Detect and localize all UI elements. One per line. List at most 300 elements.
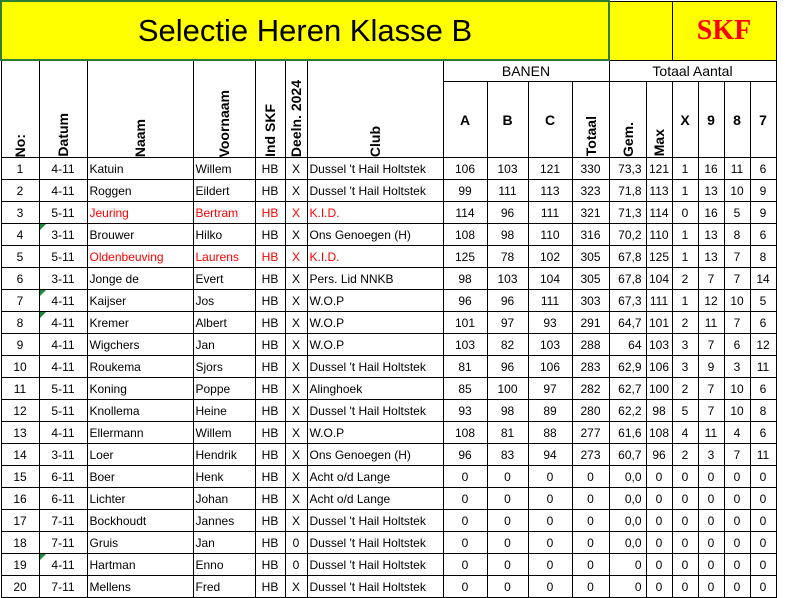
cell-a[interactable]: 96 — [443, 444, 487, 466]
cell-no[interactable]: 15 — [1, 466, 39, 488]
cell-naam[interactable]: Oldenbeuving — [87, 246, 193, 268]
cell-n7[interactable]: 6 — [750, 224, 776, 246]
cell-gem[interactable]: 62,2 — [609, 400, 646, 422]
cell-deeln[interactable]: X — [285, 400, 307, 422]
cell-c[interactable]: 0 — [528, 576, 572, 598]
cell-n9[interactable]: 0 — [698, 466, 724, 488]
cell-n9[interactable]: 13 — [698, 180, 724, 202]
header-b[interactable]: B — [487, 82, 528, 158]
cell-no[interactable]: 11 — [1, 378, 39, 400]
cell-club[interactable]: Ons Genoegen (H) — [307, 224, 443, 246]
cell-club[interactable]: Pers. Lid NNKB — [307, 268, 443, 290]
cell-totaal[interactable]: 305 — [572, 246, 609, 268]
cell-ind[interactable]: HB — [255, 554, 285, 576]
cell-naam[interactable]: Kaijser — [87, 290, 193, 312]
cell-a[interactable]: 101 — [443, 312, 487, 334]
cell-deeln[interactable]: X — [285, 356, 307, 378]
cell-max[interactable]: 101 — [646, 312, 672, 334]
header-totaal[interactable]: Totaal — [572, 82, 609, 158]
header-max[interactable]: Max — [646, 82, 672, 158]
header-a[interactable]: A — [443, 82, 487, 158]
cell-ind[interactable]: HB — [255, 444, 285, 466]
cell-n7[interactable]: 0 — [750, 488, 776, 510]
cell-a[interactable]: 96 — [443, 290, 487, 312]
cell-n7[interactable]: 6 — [750, 312, 776, 334]
cell-n9[interactable]: 13 — [698, 224, 724, 246]
cell-voornaam[interactable]: Jan — [193, 334, 255, 356]
cell-b[interactable]: 96 — [487, 356, 528, 378]
cell-gem[interactable]: 62,9 — [609, 356, 646, 378]
cell-n8[interactable]: 7 — [724, 444, 750, 466]
cell-gem[interactable]: 64,7 — [609, 312, 646, 334]
header-7[interactable]: 7 — [750, 82, 776, 158]
cell-n8[interactable]: 0 — [724, 466, 750, 488]
cell-voornaam[interactable]: Jan — [193, 532, 255, 554]
cell-x[interactable]: 2 — [672, 268, 698, 290]
cell-deeln[interactable]: X — [285, 576, 307, 598]
cell-n7[interactable]: 6 — [750, 378, 776, 400]
cell-ind[interactable]: HB — [255, 158, 285, 180]
cell-deeln[interactable]: X — [285, 488, 307, 510]
cell-max[interactable]: 98 — [646, 400, 672, 422]
cell-n9[interactable]: 16 — [698, 202, 724, 224]
cell-b[interactable]: 100 — [487, 378, 528, 400]
cell-c[interactable]: 103 — [528, 334, 572, 356]
cell-totaal[interactable]: 283 — [572, 356, 609, 378]
cell-ind[interactable]: HB — [255, 378, 285, 400]
cell-n8[interactable]: 10 — [724, 378, 750, 400]
cell-naam[interactable]: Wigchers — [87, 334, 193, 356]
cell-no[interactable]: 19 — [1, 554, 39, 576]
cell-voornaam[interactable]: Eildert — [193, 180, 255, 202]
cell-totaal[interactable]: 280 — [572, 400, 609, 422]
cell-c[interactable]: 110 — [528, 224, 572, 246]
cell-max[interactable]: 0 — [646, 532, 672, 554]
cell-datum[interactable]: 4-11 — [39, 180, 87, 202]
cell-deeln[interactable]: X — [285, 378, 307, 400]
header-c[interactable]: C — [528, 82, 572, 158]
cell-gem[interactable]: 0 — [609, 554, 646, 576]
cell-datum[interactable]: 6-11 — [39, 466, 87, 488]
cell-deeln[interactable]: X — [285, 444, 307, 466]
cell-club[interactable]: W.O.P — [307, 422, 443, 444]
cell-naam[interactable]: Lichter — [87, 488, 193, 510]
cell-x[interactable]: 2 — [672, 312, 698, 334]
cell-x[interactable]: 3 — [672, 356, 698, 378]
cell-no[interactable]: 3 — [1, 202, 39, 224]
cell-totaal[interactable]: 282 — [572, 378, 609, 400]
cell-gem[interactable]: 0,0 — [609, 466, 646, 488]
cell-voornaam[interactable]: Laurens — [193, 246, 255, 268]
cell-max[interactable]: 96 — [646, 444, 672, 466]
cell-c[interactable]: 0 — [528, 510, 572, 532]
cell-c[interactable]: 111 — [528, 290, 572, 312]
cell-naam[interactable]: Kremer — [87, 312, 193, 334]
cell-totaal[interactable]: 0 — [572, 488, 609, 510]
cell-n8[interactable]: 6 — [724, 334, 750, 356]
cell-a[interactable]: 99 — [443, 180, 487, 202]
cell-totaal[interactable]: 330 — [572, 158, 609, 180]
cell-voornaam[interactable]: Willem — [193, 158, 255, 180]
cell-no[interactable]: 16 — [1, 488, 39, 510]
header-gem[interactable]: Gem. — [609, 82, 646, 158]
cell-max[interactable]: 0 — [646, 488, 672, 510]
cell-club[interactable]: W.O.P — [307, 290, 443, 312]
cell-n9[interactable]: 16 — [698, 158, 724, 180]
sheet-title[interactable]: Selectie Heren Klasse B — [1, 1, 609, 60]
cell-n9[interactable]: 11 — [698, 312, 724, 334]
cell-totaal[interactable]: 303 — [572, 290, 609, 312]
cell-max[interactable]: 0 — [646, 466, 672, 488]
cell-ind[interactable]: HB — [255, 422, 285, 444]
cell-club[interactable]: W.O.P — [307, 334, 443, 356]
cell-naam[interactable]: Knollema — [87, 400, 193, 422]
cell-club[interactable]: Acht o/d Lange — [307, 466, 443, 488]
cell-b[interactable]: 103 — [487, 158, 528, 180]
cell-a[interactable]: 0 — [443, 532, 487, 554]
cell-n9[interactable]: 12 — [698, 290, 724, 312]
cell-gem[interactable]: 60,7 — [609, 444, 646, 466]
cell-a[interactable]: 0 — [443, 554, 487, 576]
cell-n7[interactable]: 8 — [750, 400, 776, 422]
cell-no[interactable]: 5 — [1, 246, 39, 268]
cell-n8[interactable]: 0 — [724, 488, 750, 510]
cell-ind[interactable]: HB — [255, 290, 285, 312]
cell-max[interactable]: 0 — [646, 554, 672, 576]
cell-deeln[interactable]: 0 — [285, 554, 307, 576]
cell-voornaam[interactable]: Bertram — [193, 202, 255, 224]
cell-deeln[interactable]: X — [285, 510, 307, 532]
cell-ind[interactable]: HB — [255, 356, 285, 378]
cell-n7[interactable]: 0 — [750, 466, 776, 488]
cell-gem[interactable]: 0 — [609, 576, 646, 598]
cell-datum[interactable]: 5-11 — [39, 202, 87, 224]
cell-x[interactable]: 3 — [672, 334, 698, 356]
cell-deeln[interactable]: X — [285, 246, 307, 268]
cell-no[interactable]: 6 — [1, 268, 39, 290]
cell-club[interactable]: Dussel 't Hail Holtstek — [307, 510, 443, 532]
cell-naam[interactable]: Koning — [87, 378, 193, 400]
cell-x[interactable]: 1 — [672, 158, 698, 180]
cell-voornaam[interactable]: Henk — [193, 466, 255, 488]
cell-voornaam[interactable]: Hendrik — [193, 444, 255, 466]
cell-datum[interactable]: 4-11 — [39, 356, 87, 378]
cell-n7[interactable]: 6 — [750, 158, 776, 180]
cell-naam[interactable]: Jonge de — [87, 268, 193, 290]
cell-no[interactable]: 8 — [1, 312, 39, 334]
cell-n8[interactable]: 5 — [724, 202, 750, 224]
cell-club[interactable]: Dussel 't Hail Holtstek — [307, 532, 443, 554]
cell-gem[interactable]: 71,3 — [609, 202, 646, 224]
cell-datum[interactable]: 4-11 — [39, 290, 87, 312]
cell-n7[interactable]: 14 — [750, 268, 776, 290]
cell-a[interactable]: 103 — [443, 334, 487, 356]
cell-datum[interactable]: 7-11 — [39, 576, 87, 598]
cell-naam[interactable]: Brouwer — [87, 224, 193, 246]
cell-b[interactable]: 78 — [487, 246, 528, 268]
cell-ind[interactable]: HB — [255, 268, 285, 290]
cell-a[interactable]: 0 — [443, 488, 487, 510]
cell-n9[interactable]: 0 — [698, 532, 724, 554]
cell-max[interactable]: 103 — [646, 334, 672, 356]
cell-datum[interactable]: 4-11 — [39, 554, 87, 576]
cell-x[interactable]: 0 — [672, 554, 698, 576]
cell-gem[interactable]: 71,8 — [609, 180, 646, 202]
cell-c[interactable]: 0 — [528, 532, 572, 554]
cell-n9[interactable]: 7 — [698, 268, 724, 290]
cell-naam[interactable]: Roggen — [87, 180, 193, 202]
cell-max[interactable]: 114 — [646, 202, 672, 224]
cell-n7[interactable]: 11 — [750, 356, 776, 378]
cell-c[interactable]: 113 — [528, 180, 572, 202]
cell-a[interactable]: 125 — [443, 246, 487, 268]
cell-n9[interactable]: 7 — [698, 400, 724, 422]
cell-gem[interactable]: 70,2 — [609, 224, 646, 246]
cell-club[interactable]: K.I.D. — [307, 246, 443, 268]
cell-datum[interactable]: 7-11 — [39, 532, 87, 554]
cell-naam[interactable]: Gruis — [87, 532, 193, 554]
cell-x[interactable]: 2 — [672, 444, 698, 466]
cell-deeln[interactable]: X — [285, 466, 307, 488]
cell-ind[interactable]: HB — [255, 334, 285, 356]
cell-x[interactable]: 0 — [672, 576, 698, 598]
cell-n8[interactable]: 10 — [724, 290, 750, 312]
cell-deeln[interactable]: X — [285, 268, 307, 290]
cell-ind[interactable]: HB — [255, 400, 285, 422]
cell-deeln[interactable]: X — [285, 312, 307, 334]
cell-voornaam[interactable]: Hilko — [193, 224, 255, 246]
cell-deeln[interactable]: 0 — [285, 532, 307, 554]
cell-a[interactable]: 108 — [443, 224, 487, 246]
cell-max[interactable]: 113 — [646, 180, 672, 202]
header-datum[interactable]: Datum — [39, 60, 87, 158]
cell-c[interactable]: 0 — [528, 554, 572, 576]
cell-voornaam[interactable]: Poppe — [193, 378, 255, 400]
cell-club[interactable]: Dussel 't Hail Holtstek — [307, 158, 443, 180]
cell-naam[interactable]: Loer — [87, 444, 193, 466]
cell-voornaam[interactable]: Jos — [193, 290, 255, 312]
cell-voornaam[interactable]: Sjors — [193, 356, 255, 378]
cell-max[interactable]: 108 — [646, 422, 672, 444]
cell-ind[interactable]: HB — [255, 488, 285, 510]
cell-n8[interactable]: 8 — [724, 224, 750, 246]
header-8[interactable]: 8 — [724, 82, 750, 158]
cell-club[interactable]: K.I.D. — [307, 202, 443, 224]
cell-n8[interactable]: 0 — [724, 576, 750, 598]
cell-x[interactable]: 1 — [672, 180, 698, 202]
cell-max[interactable]: 0 — [646, 576, 672, 598]
cell-n8[interactable]: 7 — [724, 312, 750, 334]
cell-a[interactable]: 0 — [443, 510, 487, 532]
cell-b[interactable]: 96 — [487, 290, 528, 312]
cell-datum[interactable]: 4-11 — [39, 158, 87, 180]
cell-n7[interactable]: 0 — [750, 554, 776, 576]
cell-n7[interactable]: 12 — [750, 334, 776, 356]
cell-b[interactable]: 0 — [487, 554, 528, 576]
cell-club[interactable]: Acht o/d Lange — [307, 488, 443, 510]
group-banen[interactable]: BANEN — [443, 60, 609, 82]
cell-c[interactable]: 104 — [528, 268, 572, 290]
cell-max[interactable]: 110 — [646, 224, 672, 246]
cell-b[interactable]: 98 — [487, 400, 528, 422]
cell-n8[interactable]: 10 — [724, 400, 750, 422]
cell-b[interactable]: 0 — [487, 466, 528, 488]
cell-datum[interactable]: 7-11 — [39, 510, 87, 532]
cell-no[interactable]: 9 — [1, 334, 39, 356]
cell-deeln[interactable]: X — [285, 334, 307, 356]
cell-c[interactable]: 121 — [528, 158, 572, 180]
cell-a[interactable]: 108 — [443, 422, 487, 444]
cell-n9[interactable]: 0 — [698, 576, 724, 598]
cell-c[interactable]: 94 — [528, 444, 572, 466]
header-voornaam[interactable]: Voornaam — [193, 60, 255, 158]
cell-x[interactable]: 0 — [672, 466, 698, 488]
cell-b[interactable]: 81 — [487, 422, 528, 444]
cell-c[interactable]: 111 — [528, 202, 572, 224]
cell-n9[interactable]: 9 — [698, 356, 724, 378]
cell-a[interactable]: 106 — [443, 158, 487, 180]
cell-gem[interactable]: 61,6 — [609, 422, 646, 444]
cell-c[interactable]: 93 — [528, 312, 572, 334]
cell-totaal[interactable]: 316 — [572, 224, 609, 246]
cell-voornaam[interactable]: Enno — [193, 554, 255, 576]
cell-totaal[interactable]: 0 — [572, 576, 609, 598]
cell-max[interactable]: 111 — [646, 290, 672, 312]
cell-gem[interactable]: 64 — [609, 334, 646, 356]
cell-totaal[interactable]: 288 — [572, 334, 609, 356]
cell-no[interactable]: 4 — [1, 224, 39, 246]
cell-b[interactable]: 0 — [487, 510, 528, 532]
cell-c[interactable]: 106 — [528, 356, 572, 378]
cell-b[interactable]: 0 — [487, 576, 528, 598]
cell-voornaam[interactable]: Willem — [193, 422, 255, 444]
cell-x[interactable]: 0 — [672, 532, 698, 554]
cell-no[interactable]: 7 — [1, 290, 39, 312]
cell-no[interactable]: 20 — [1, 576, 39, 598]
cell-club[interactable]: Dussel 't Hail Holtstek — [307, 554, 443, 576]
cell-naam[interactable]: Mellens — [87, 576, 193, 598]
cell-x[interactable]: 0 — [672, 510, 698, 532]
cell-naam[interactable]: Jeuring — [87, 202, 193, 224]
cell-datum[interactable]: 3-11 — [39, 268, 87, 290]
cell-no[interactable]: 10 — [1, 356, 39, 378]
cell-no[interactable]: 18 — [1, 532, 39, 554]
cell-naam[interactable]: Ellermann — [87, 422, 193, 444]
cell-voornaam[interactable]: Evert — [193, 268, 255, 290]
group-totaal-aantal[interactable]: Totaal Aantal — [609, 60, 776, 82]
cell-max[interactable]: 121 — [646, 158, 672, 180]
cell-totaal[interactable]: 0 — [572, 532, 609, 554]
cell-x[interactable]: 1 — [672, 224, 698, 246]
cell-club[interactable]: Dussel 't Hail Holtstek — [307, 576, 443, 598]
cell-ind[interactable]: HB — [255, 510, 285, 532]
cell-voornaam[interactable]: Albert — [193, 312, 255, 334]
cell-a[interactable]: 93 — [443, 400, 487, 422]
cell-gem[interactable]: 0,0 — [609, 488, 646, 510]
cell-a[interactable]: 0 — [443, 576, 487, 598]
cell-n9[interactable]: 7 — [698, 334, 724, 356]
cell-club[interactable]: Dussel 't Hail Holtstek — [307, 180, 443, 202]
cell-x[interactable]: 1 — [672, 246, 698, 268]
cell-no[interactable]: 2 — [1, 180, 39, 202]
cell-c[interactable]: 0 — [528, 488, 572, 510]
cell-n9[interactable]: 0 — [698, 510, 724, 532]
cell-datum[interactable]: 4-11 — [39, 422, 87, 444]
cell-n9[interactable]: 0 — [698, 488, 724, 510]
cell-club[interactable]: W.O.P — [307, 312, 443, 334]
cell-datum[interactable]: 4-11 — [39, 312, 87, 334]
cell-datum[interactable]: 4-11 — [39, 334, 87, 356]
cell-totaal[interactable]: 273 — [572, 444, 609, 466]
cell-ind[interactable]: HB — [255, 180, 285, 202]
cell-b[interactable]: 97 — [487, 312, 528, 334]
cell-club[interactable]: Dussel 't Hail Holtstek — [307, 400, 443, 422]
header-club[interactable]: Club — [307, 60, 443, 158]
cell-club[interactable]: Ons Genoegen (H) — [307, 444, 443, 466]
cell-totaal[interactable]: 0 — [572, 510, 609, 532]
cell-n7[interactable]: 0 — [750, 532, 776, 554]
cell-a[interactable]: 0 — [443, 466, 487, 488]
cell-max[interactable]: 104 — [646, 268, 672, 290]
cell-n7[interactable]: 11 — [750, 444, 776, 466]
cell-ind[interactable]: HB — [255, 312, 285, 334]
cell-n8[interactable]: 7 — [724, 268, 750, 290]
cell-b[interactable]: 82 — [487, 334, 528, 356]
cell-no[interactable]: 12 — [1, 400, 39, 422]
cell-datum[interactable]: 6-11 — [39, 488, 87, 510]
cell-totaal[interactable]: 277 — [572, 422, 609, 444]
cell-b[interactable]: 111 — [487, 180, 528, 202]
empty-cell[interactable] — [609, 1, 672, 60]
cell-datum[interactable]: 5-11 — [39, 378, 87, 400]
cell-c[interactable]: 88 — [528, 422, 572, 444]
cell-ind[interactable]: HB — [255, 576, 285, 598]
cell-max[interactable]: 100 — [646, 378, 672, 400]
cell-club[interactable]: Dussel 't Hail Holtstek — [307, 356, 443, 378]
cell-datum[interactable]: 5-11 — [39, 400, 87, 422]
cell-n7[interactable]: 9 — [750, 180, 776, 202]
cell-totaal[interactable]: 0 — [572, 466, 609, 488]
cell-x[interactable]: 4 — [672, 422, 698, 444]
cell-n8[interactable]: 4 — [724, 422, 750, 444]
cell-deeln[interactable]: X — [285, 422, 307, 444]
cell-gem[interactable]: 67,3 — [609, 290, 646, 312]
cell-no[interactable]: 14 — [1, 444, 39, 466]
cell-max[interactable]: 0 — [646, 510, 672, 532]
cell-totaal[interactable]: 323 — [572, 180, 609, 202]
cell-a[interactable]: 85 — [443, 378, 487, 400]
cell-deeln[interactable]: X — [285, 158, 307, 180]
cell-ind[interactable]: HB — [255, 202, 285, 224]
cell-c[interactable]: 0 — [528, 466, 572, 488]
header-deeln[interactable]: Deeln. 2024 — [285, 60, 307, 158]
cell-n7[interactable]: 8 — [750, 246, 776, 268]
cell-voornaam[interactable]: Fred — [193, 576, 255, 598]
cell-totaal[interactable]: 291 — [572, 312, 609, 334]
cell-naam[interactable]: Boer — [87, 466, 193, 488]
cell-gem[interactable]: 67,8 — [609, 246, 646, 268]
cell-ind[interactable]: HB — [255, 246, 285, 268]
cell-c[interactable]: 97 — [528, 378, 572, 400]
cell-b[interactable]: 83 — [487, 444, 528, 466]
cell-n9[interactable]: 13 — [698, 246, 724, 268]
header-9[interactable]: 9 — [698, 82, 724, 158]
cell-gem[interactable]: 0,0 — [609, 532, 646, 554]
cell-b[interactable]: 0 — [487, 488, 528, 510]
cell-naam[interactable]: Hartman — [87, 554, 193, 576]
cell-n9[interactable]: 3 — [698, 444, 724, 466]
cell-deeln[interactable]: X — [285, 290, 307, 312]
